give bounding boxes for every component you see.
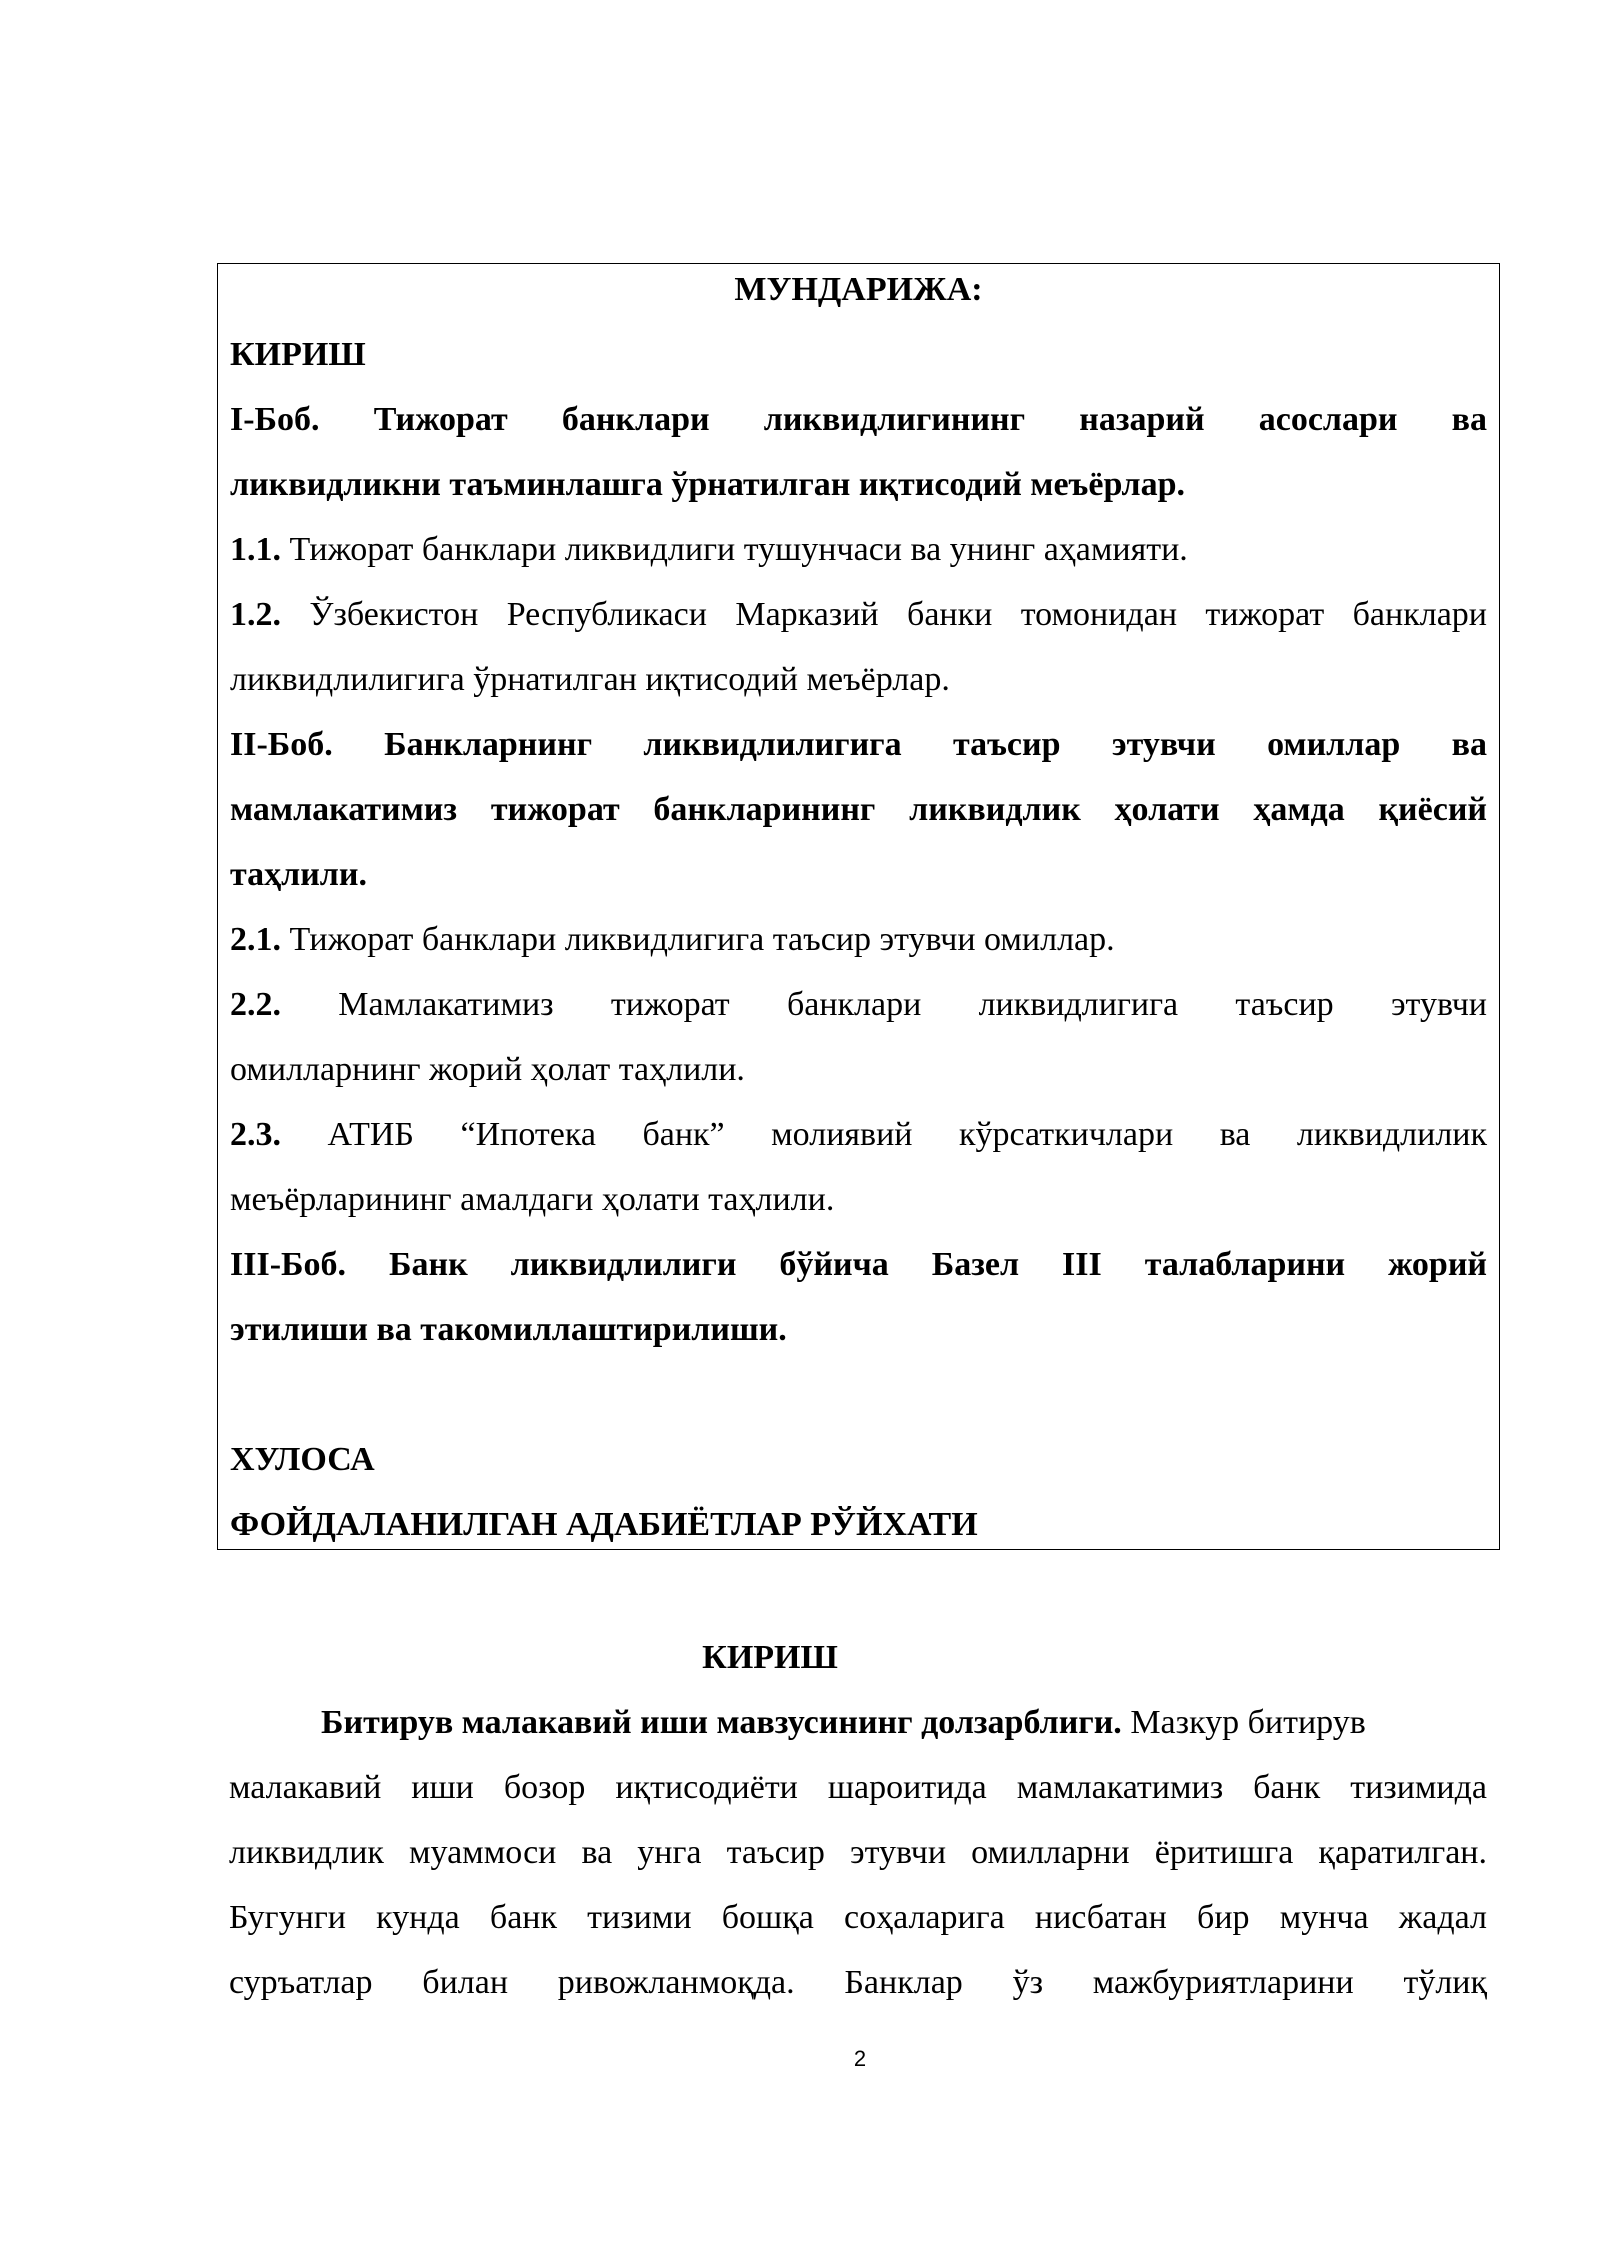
toc-chapter-1-number: I-Боб.	[230, 401, 320, 438]
toc-section-1-2-title: Ўзбекистон Республикаси Марказий банки томонидан тижорат банклари	[281, 596, 1487, 633]
toc-section-1-2-number: 1.2.	[230, 596, 281, 633]
toc-references: ФОЙДАЛАНИЛГАН АДАБИЁТЛАР РЎЙХАТИ	[230, 1506, 978, 1543]
page-number: 2	[853, 2046, 867, 2071]
toc-chapter-2-number: II-Боб.	[230, 726, 333, 763]
toc-section-2-1	[230, 920, 1487, 960]
intro-lead-bold: Битирув малакавий иши мавзусининг долзарблиги.	[321, 1704, 1122, 1741]
intro-heading: КИРИШ	[702, 1639, 838, 1676]
toc-intro: КИРИШ	[230, 336, 366, 373]
toc-chapter-2-line-1	[230, 725, 1487, 765]
intro-lead-rest: Мазкур битирув	[1121, 1704, 1366, 1741]
table-of-contents	[217, 263, 1500, 1550]
toc-section-1-2-line-2: ликвидлилигига ўрнатилган иқтисодий меъёрлар.	[230, 661, 950, 698]
toc-chapter-1-title: Тижорат банклари ликвидлигининг назарий асослари ва	[373, 401, 1488, 438]
toc-chapter-2-title: Банкларнинг ликвидлилигига таъсир этувчи омиллар ва	[384, 726, 1487, 763]
toc-chapter-3-number: III-Боб.	[230, 1246, 346, 1283]
toc-chapter-3-line-2: этилиши ва такомиллаштирилиши.	[230, 1311, 787, 1348]
intro-paragraph-line-2: малакавий иши бозор иқтисодиёти шароитида мамлакатимиз банк тизимида	[229, 1769, 1487, 1806]
intro-paragraph-line-3: ликвидлик муаммоси ва унга таъсир этувчи омилларни ёритишга қаратилган.	[229, 1834, 1487, 1871]
toc-chapter-2-line-3: таҳлили.	[230, 856, 367, 893]
toc-section-1-2	[230, 595, 1487, 635]
toc-section-2-3-line-2: меъёрларининг амалдаги ҳолати таҳлили.	[230, 1181, 835, 1218]
toc-section-2-2-number: 2.2.	[230, 986, 281, 1023]
toc-section-2-3	[230, 1115, 1487, 1155]
toc-chapter-3-title: Банк ликвидлилиги бўйича Базел III талабларини жорий	[389, 1246, 1488, 1283]
toc-conclusion: ХУЛОСА	[230, 1441, 375, 1478]
toc-section-2-3-title: АТИБ “Ипотека банк” молиявий кўрсаткичлари ва ликвидлилик	[327, 1116, 1487, 1153]
toc-title: МУНДАРИЖА:	[734, 271, 983, 308]
toc-section-2-1-title: Тижорат банклари ликвидлигига таъсир этувчи омиллар.	[281, 921, 1115, 958]
intro-paragraph-line-4: Бугунги кунда банк тизими бошқа соҳаларига нисбатан бир мунча жадал	[229, 1899, 1487, 1936]
toc-section-2-2-line-2: омилларнинг жорий ҳолат таҳлили.	[230, 1051, 745, 1088]
toc-section-2-2	[230, 985, 1487, 1025]
toc-chapter-3-line-1	[230, 1245, 1487, 1285]
toc-section-2-3-number: 2.3.	[230, 1116, 281, 1153]
toc-section-1-1	[230, 530, 1487, 570]
toc-section-2-2-title: Мамлакатимиз тижорат банклари ликвидлигига таъсир этувчи	[338, 986, 1488, 1023]
toc-section-2-1-number: 2.1.	[230, 921, 281, 958]
toc-chapter-1-line-1	[230, 400, 1487, 440]
toc-chapter-1-line-2: ликвидликни таъминлашга ўрнатилган иқтисодий меъёрлар.	[230, 466, 1186, 503]
toc-section-1-1-title: Тижорат банклари ликвидлиги тушунчаси ва унинг аҳамияти.	[281, 531, 1188, 568]
toc-chapter-2-line-2: мамлакатимиз тижорат банкларининг ликвидлик ҳолати ҳамда қиёсий	[230, 791, 1487, 828]
intro-paragraph-line-5: суръатлар билан ривожланмоқда. Банклар ўз мажбуриятларини тўлиқ	[229, 1964, 1487, 2001]
intro-paragraph-line-1	[321, 1703, 1487, 1743]
toc-section-1-1-number: 1.1.	[230, 531, 281, 568]
